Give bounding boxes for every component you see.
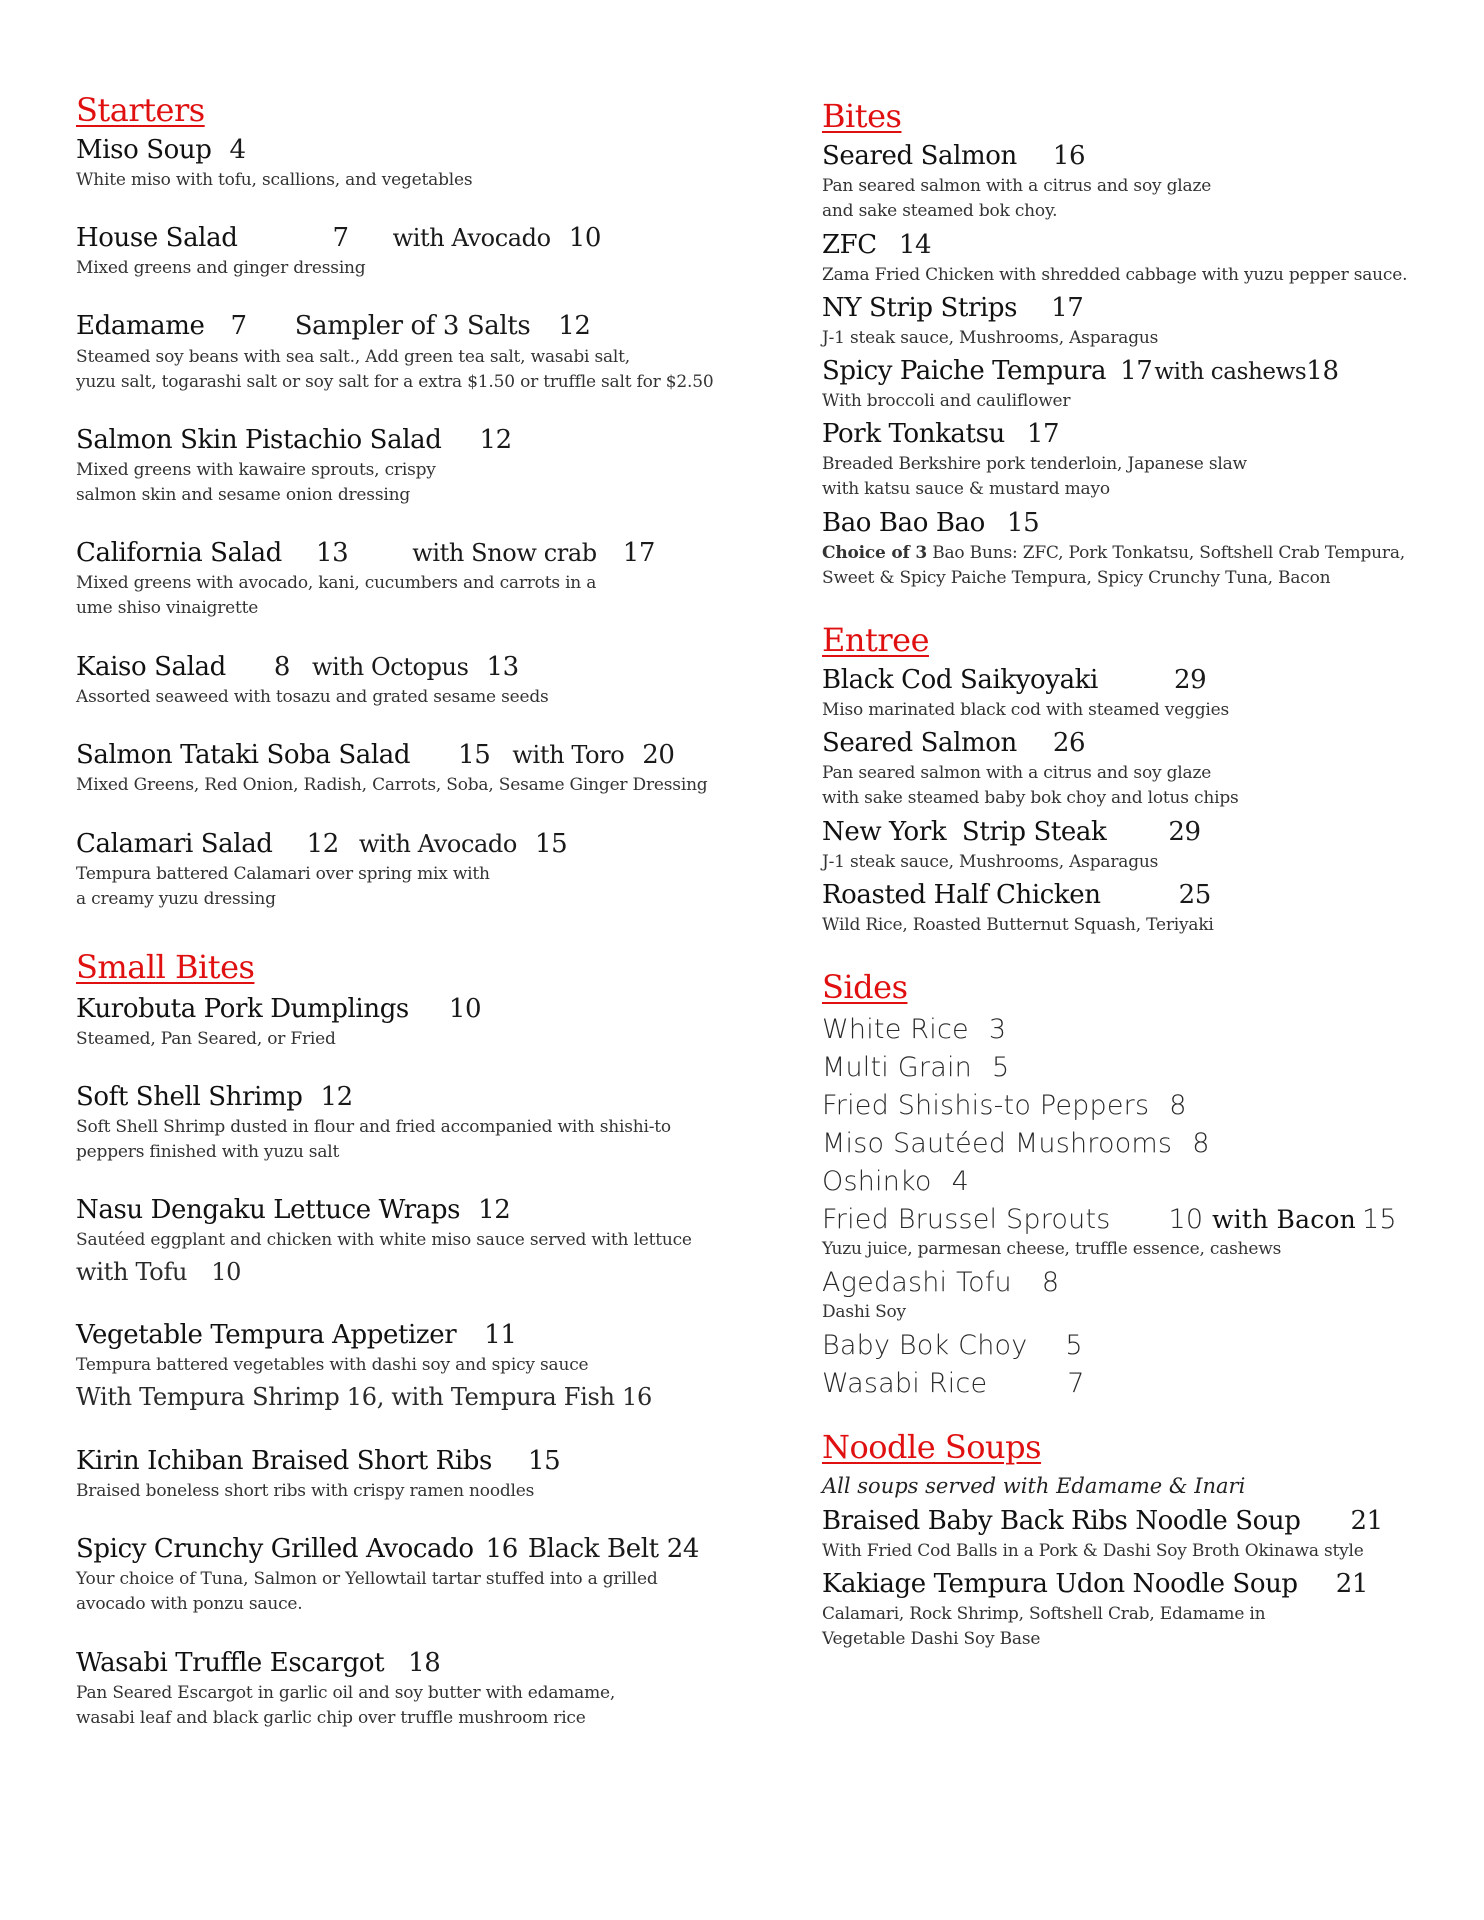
item-name: Wasabi Rice bbox=[822, 1368, 988, 1399]
item-desc: Steamed, Pan Seared, or Fried bbox=[76, 1029, 336, 1049]
item-name: ZFC bbox=[822, 230, 877, 260]
menu-item bbox=[76, 540, 655, 566]
side-item bbox=[822, 1332, 1083, 1359]
menu-item bbox=[76, 996, 481, 1022]
item-price: 12 bbox=[478, 1195, 511, 1225]
item-name: Multi Grain bbox=[822, 1052, 972, 1083]
item-sub bbox=[76, 1260, 241, 1284]
menu-item bbox=[822, 730, 1085, 756]
item-name: Salmon Skin Pistachio Salad bbox=[76, 425, 442, 455]
item-desc-text: Bao Buns: ZFC, Pork Tonkatsu, Softshell Crab Tempura, bbox=[932, 543, 1405, 563]
item-name: NY Strip Strips bbox=[822, 293, 1018, 323]
menu-item bbox=[822, 667, 1206, 693]
item-name: Black Cod Saikyoyaki bbox=[822, 665, 1098, 695]
item-desc: ume shiso vinaigrette bbox=[76, 598, 259, 618]
item-desc: Steamed soy beans with sea salt., Add green tea salt, wasabi salt, bbox=[76, 347, 630, 367]
item-price: 10 bbox=[1168, 1204, 1204, 1235]
item-desc: Dashi Soy bbox=[822, 1302, 906, 1322]
item-name: Nasu Dengaku Lettuce Wraps bbox=[76, 1195, 461, 1225]
menu-item bbox=[76, 427, 512, 453]
item-price: 8 bbox=[273, 652, 291, 682]
item-desc bbox=[822, 541, 1405, 567]
item-price: 12 bbox=[320, 1082, 353, 1112]
item-price: 14 bbox=[898, 230, 932, 260]
item-desc: Assorted seaweed with tosazu and grated sesame seeds bbox=[76, 687, 549, 707]
item-extra-price: 15 bbox=[534, 829, 568, 859]
item-desc: and sake steamed bok choy. bbox=[822, 201, 1058, 221]
item-price: 17 bbox=[1026, 419, 1060, 449]
item-desc: a creamy yuzu dressing bbox=[76, 889, 276, 909]
item-extra: with Avocado bbox=[358, 830, 517, 858]
item-price: 15 bbox=[527, 1446, 561, 1476]
side-item bbox=[822, 1206, 1397, 1233]
item-name: Kirin Ichiban Braised Short Ribs bbox=[76, 1446, 492, 1476]
menu-item bbox=[76, 225, 601, 251]
item-price: 7 bbox=[1067, 1368, 1085, 1399]
item-price: 21 bbox=[1335, 1569, 1368, 1599]
menu-item bbox=[76, 1448, 560, 1474]
item-price: 15 bbox=[1006, 508, 1040, 538]
item-desc: Tempura battered vegetables with dashi soy and spicy sauce bbox=[76, 1355, 589, 1375]
section-note: All soups served with Edamame & Inari bbox=[822, 1474, 1246, 1498]
menu-item bbox=[822, 510, 1039, 536]
item-extra-price: 20 bbox=[642, 740, 675, 770]
item-desc: Pan seared salmon with a citrus and soy glaze bbox=[822, 763, 1212, 783]
item-name: Calamari Salad bbox=[76, 829, 273, 859]
item-price: 21 bbox=[1350, 1506, 1383, 1536]
menu-item bbox=[822, 143, 1085, 169]
menu-item bbox=[822, 882, 1211, 908]
item-desc: Pan Seared Escargot in garlic oil and soy butter with edamame, bbox=[76, 1683, 616, 1703]
item-price: 17 bbox=[1120, 356, 1153, 386]
item-price: 16 bbox=[485, 1534, 518, 1564]
item-desc: Sweet & Spicy Paiche Tempura, Spicy Crunchy Tuna, Bacon bbox=[822, 568, 1331, 588]
menu-item bbox=[822, 421, 1059, 447]
item-desc: salmon skin and sesame onion dressing bbox=[76, 485, 411, 505]
item-desc: With Fried Cod Balls in a Pork & Dashi Soy Broth Okinawa style bbox=[822, 1541, 1364, 1561]
item-name: Kaiso Salad bbox=[76, 652, 226, 682]
section-title-sides: Sides bbox=[822, 968, 908, 1006]
menu-item bbox=[822, 232, 931, 258]
item-name: Baby Bok Choy bbox=[822, 1330, 1028, 1361]
item-price: 29 bbox=[1168, 817, 1201, 847]
menu-item bbox=[76, 831, 567, 857]
item-price: 5 bbox=[991, 1052, 1010, 1083]
side-item bbox=[822, 1269, 1059, 1296]
item-name: Bao Bao Bao bbox=[822, 508, 985, 538]
menu-item bbox=[822, 1571, 1368, 1597]
menu-item bbox=[76, 1084, 353, 1110]
item-desc: Soft Shell Shrimp dusted in flour and fried accompanied with shishi-to bbox=[76, 1117, 671, 1137]
section-title-entree: Entree bbox=[822, 621, 929, 659]
menu-item bbox=[76, 1197, 510, 1223]
item-desc: wasabi leaf and black garlic chip over truffle mushroom rice bbox=[76, 1708, 586, 1728]
item-price: 15 bbox=[458, 740, 491, 770]
item-sub-price: 10 bbox=[211, 1258, 242, 1286]
item-name: Miso Sautéed Mushrooms bbox=[822, 1128, 1173, 1159]
item-name: Kurobuta Pork Dumplings bbox=[76, 994, 409, 1024]
item-price: 29 bbox=[1173, 665, 1207, 695]
section-title-starters: Starters bbox=[76, 91, 205, 129]
item-desc: Your choice of Tuna, Salmon or Yellowtail tartar stuffed into a grilled bbox=[76, 1569, 658, 1589]
item-desc: peppers finished with yuzu salt bbox=[76, 1142, 340, 1162]
item-desc: Vegetable Dashi Soy Base bbox=[822, 1629, 1041, 1649]
menu-item bbox=[76, 137, 246, 163]
side-item bbox=[822, 1370, 1085, 1397]
section-title-bites: Bites bbox=[822, 97, 902, 135]
item-desc: avocado with ponzu sauce. bbox=[76, 1594, 303, 1614]
item-name: Fried Shishis-to Peppers bbox=[822, 1090, 1150, 1121]
menu-item bbox=[822, 295, 1083, 321]
item-price: 10 bbox=[448, 994, 482, 1024]
item-extra-price: 10 bbox=[568, 223, 601, 253]
item-price: 18 bbox=[408, 1648, 441, 1678]
side-item bbox=[822, 1016, 1006, 1043]
item-price: 8 bbox=[1169, 1090, 1187, 1121]
menu-item bbox=[822, 1508, 1383, 1534]
item-desc: Zama Fried Chicken with shredded cabbage with yuzu pepper sauce. bbox=[822, 265, 1408, 285]
item-desc: J-1 steak sauce, Mushrooms, Asparagus bbox=[822, 852, 1159, 872]
item-desc: with katsu sauce & mustard mayo bbox=[822, 479, 1110, 499]
item-desc: Mixed Greens, Red Onion, Radish, Carrots, Soba, Sesame Ginger Dressing bbox=[76, 775, 708, 795]
item-price: 12 bbox=[306, 829, 339, 859]
item-price: 16 bbox=[1052, 141, 1086, 171]
item-extra: with Toro bbox=[512, 741, 625, 769]
item-price: 13 bbox=[315, 538, 349, 568]
side-item bbox=[822, 1092, 1187, 1119]
item-price: 26 bbox=[1052, 728, 1086, 758]
item-desc-lead: Choice of 3 bbox=[822, 543, 927, 563]
item-name: Spicy Crunchy Grilled Avocado bbox=[76, 1534, 474, 1564]
item-name: Wasabi Truffle Escargot bbox=[76, 1648, 385, 1678]
item-desc: Yuzu juice, parmesan cheese, truffle essence, cashews bbox=[822, 1239, 1282, 1259]
item-price: 7 bbox=[332, 223, 349, 253]
item-extra: with Bacon bbox=[1212, 1205, 1356, 1234]
section-title-noodle-soups: Noodle Soups bbox=[822, 1428, 1042, 1466]
item-price: 11 bbox=[484, 1320, 517, 1350]
item-name: California Salad bbox=[76, 538, 282, 568]
item-name: House Salad bbox=[76, 223, 238, 253]
item-desc: With broccoli and cauliflower bbox=[822, 391, 1071, 411]
item-price: 7 bbox=[230, 311, 247, 341]
item-desc: Miso marinated black cod with steamed veggies bbox=[822, 700, 1230, 720]
menu-item bbox=[76, 654, 519, 680]
menu-item bbox=[76, 1650, 440, 1676]
menu-item bbox=[76, 313, 591, 339]
item-name: Kakiage Tempura Udon Noodle Soup bbox=[822, 1569, 1298, 1599]
side-item bbox=[822, 1168, 969, 1195]
item-desc: yuzu salt, togarashi salt or soy salt for a extra $1.50 or truffle salt for $2.50 bbox=[76, 372, 714, 392]
menu-item bbox=[76, 1536, 699, 1562]
item-name: Soft Shell Shrimp bbox=[76, 1082, 303, 1112]
item-desc: Tempura battered Calamari over spring mix with bbox=[76, 864, 490, 884]
item-extra-price: 17 bbox=[622, 538, 655, 568]
item-price: 25 bbox=[1178, 880, 1211, 910]
item-extra: Black Belt bbox=[527, 1534, 659, 1564]
menu-item bbox=[76, 742, 675, 768]
item-extra: with Avocado bbox=[392, 224, 551, 252]
menu-item bbox=[76, 1322, 517, 1348]
item-price: 4 bbox=[229, 135, 246, 165]
item-name: Miso Soup bbox=[76, 135, 212, 165]
item-price: 12 bbox=[479, 425, 512, 455]
item-extra: with Snow crab bbox=[412, 539, 597, 567]
item-price: 8 bbox=[1041, 1267, 1060, 1298]
item-extra-price: 18 bbox=[1306, 356, 1339, 386]
item-price: 4 bbox=[951, 1166, 970, 1197]
item-name: Agedashi Tofu bbox=[822, 1267, 1012, 1298]
side-item bbox=[822, 1054, 1009, 1081]
item-name: Braised Baby Back Ribs Noodle Soup bbox=[822, 1506, 1301, 1536]
item-price: 8 bbox=[1192, 1128, 1210, 1159]
item-extra-price: 24 bbox=[666, 1534, 699, 1564]
section-title-small-bites: Small Bites bbox=[76, 948, 255, 986]
item-extra-price: 13 bbox=[486, 652, 519, 682]
item-extra: with cashews bbox=[1154, 359, 1307, 385]
item-desc: White miso with tofu, scallions, and vegetables bbox=[76, 170, 473, 190]
item-desc: Pan seared salmon with a citrus and soy glaze bbox=[822, 176, 1212, 196]
item-name: Edamame bbox=[76, 311, 205, 341]
item-desc: Breaded Berkshire pork tenderloin, Japanese slaw bbox=[822, 454, 1247, 474]
item-price: 3 bbox=[988, 1014, 1007, 1045]
item-desc: Calamari, Rock Shrimp, Softshell Crab, Edamame in bbox=[822, 1604, 1266, 1624]
item-name: Fried Brussel Sprouts bbox=[822, 1204, 1111, 1235]
item-name: Salmon Tataki Soba Salad bbox=[76, 740, 411, 770]
item-name: Roasted Half Chicken bbox=[822, 880, 1101, 910]
side-item bbox=[822, 1130, 1210, 1157]
item-name: Vegetable Tempura Appetizer bbox=[76, 1320, 457, 1350]
item-desc: Mixed greens with kawaire sprouts, crispy bbox=[76, 460, 436, 480]
item-name: Spicy Paiche Tempura bbox=[822, 356, 1107, 386]
item-name: Oshinko bbox=[822, 1166, 932, 1197]
item-extra: with Octopus bbox=[312, 653, 469, 681]
item-sub-label: with Tofu bbox=[76, 1258, 188, 1286]
item-name: White Rice bbox=[822, 1014, 969, 1045]
item-sub: With Tempura Shrimp 16, with Tempura Fish 16 bbox=[76, 1383, 652, 1411]
item-extra-price: 15 bbox=[1361, 1204, 1397, 1235]
menu-item bbox=[822, 819, 1201, 845]
item-name: Pork Tonkatsu bbox=[822, 419, 1005, 449]
item-desc: Wild Rice, Roasted Butternut Squash, Teriyaki bbox=[822, 915, 1214, 935]
item-name: Seared Salmon bbox=[822, 728, 1017, 758]
menu-item bbox=[822, 358, 1339, 384]
item-extra: Sampler of 3 Salts bbox=[294, 311, 531, 341]
item-desc: Sautéed eggplant and chicken with white miso sauce served with lettuce bbox=[76, 1230, 692, 1250]
item-desc: J-1 steak sauce, Mushrooms, Asparagus bbox=[822, 328, 1159, 348]
item-name: New York Strip Steak bbox=[822, 817, 1107, 847]
item-desc: with sake steamed baby bok choy and lotus chips bbox=[822, 788, 1239, 808]
item-desc: Mixed greens and ginger dressing bbox=[76, 258, 366, 278]
item-extra-price: 12 bbox=[558, 311, 591, 341]
item-price: 17 bbox=[1051, 293, 1084, 323]
item-price: 5 bbox=[1065, 1330, 1083, 1361]
item-desc: Braised boneless short ribs with crispy ramen noodles bbox=[76, 1481, 535, 1501]
item-name: Seared Salmon bbox=[822, 141, 1017, 171]
item-desc: Mixed greens with avocado, kani, cucumbers and carrots in a bbox=[76, 573, 597, 593]
